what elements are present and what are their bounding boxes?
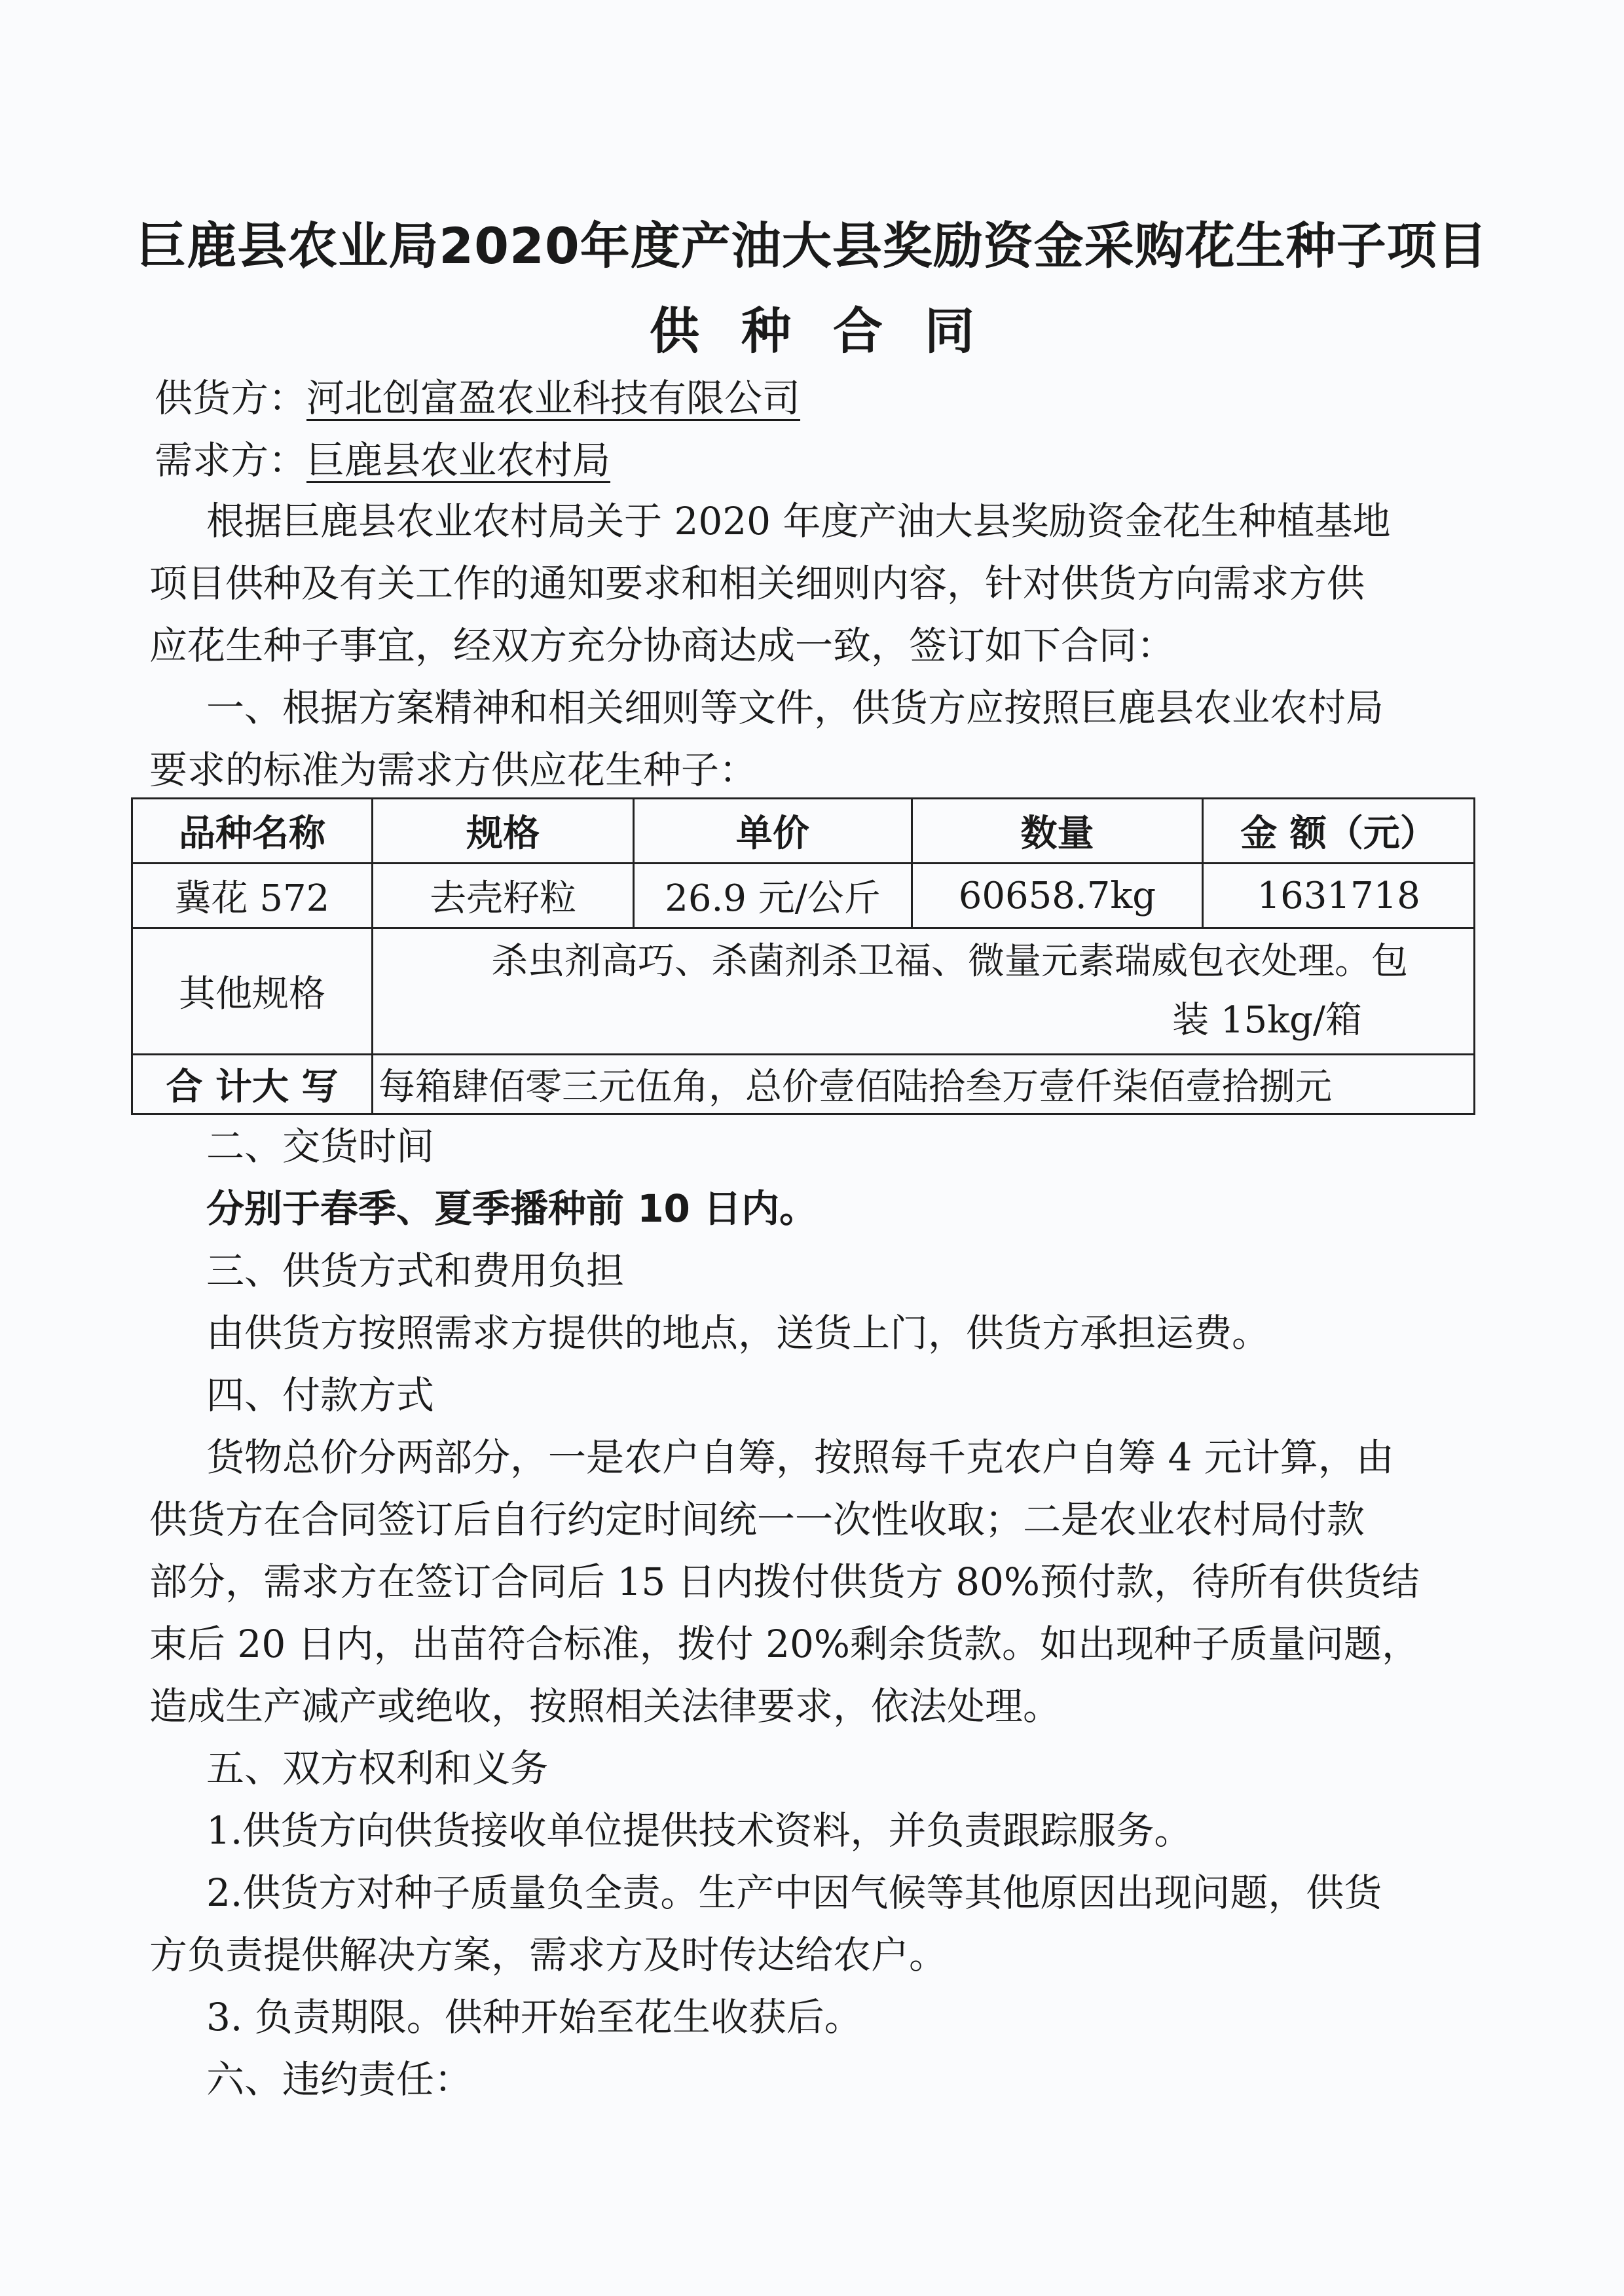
clause3-text: 由供货方按照需求方提供的地点，送货上门，供货方承担运费。 [206, 1311, 1270, 1355]
clause5-item-2-cont: 方负责提供解决方案，需求方及时传达给农户。 [149, 1933, 948, 1977]
header-amount: 金 额（元） [1203, 799, 1475, 864]
intro-line-1: 根据巨鹿县农业农村局关于 2020 年度产油大县奖励资金花生种植基地 [206, 499, 1391, 543]
other-spec-text-line1: 杀虫剂高巧、杀菌剂杀卫福、微量元素瑞威包衣处理。包 [490, 940, 1408, 983]
clause5-title: 五、双方权利和义务 [206, 1746, 549, 1791]
intro-line-3: 应花生种子事宜，经双方充分协商达成一致，签订如下合同： [149, 623, 1175, 668]
clause2-title: 二、交货时间 [206, 1124, 435, 1169]
supplier-line [155, 367, 800, 429]
cell-variety: 冀花 572 [132, 864, 373, 928]
other-spec-text [372, 928, 1474, 1055]
cell-unit-price: 26.9 元/公斤 [634, 864, 912, 928]
table-header-row [132, 799, 1475, 864]
seed-spec-table [131, 797, 1475, 1115]
clause1-line-1: 一、根据方案精神和相关细则等文件，供货方应按照巨鹿县农业农村局 [206, 685, 1384, 730]
clause4-title: 四、付款方式 [206, 1373, 435, 1417]
title-line2: 供种合同 [650, 302, 1016, 360]
supplier-name: 河北创富盈农业科技有限公司 [306, 376, 801, 420]
other-spec-row [132, 928, 1475, 1055]
buyer-line [155, 429, 610, 492]
other-spec-label: 其他规格 [132, 928, 373, 1055]
sum-label: 合 计大 写 [132, 1055, 373, 1114]
clause1-line-2: 要求的标准为需求方供应花生种子： [149, 748, 758, 792]
clause6-title: 六、违约责任： [206, 2057, 473, 2102]
clause4-line-2: 供货方在合同签订后自行约定时间统一一次性收取；二是农业农村局付款 [149, 1497, 1365, 1542]
header-spec: 规格 [372, 799, 633, 864]
buyer-name: 巨鹿县农业农村局 [306, 438, 611, 483]
other-spec-text-line2: 装 15kg/箱 [1172, 999, 1362, 1042]
supplier-label: 供货方： [155, 376, 307, 420]
clause5-item-1: 1.供货方向供货接收单位提供技术资料，并负责跟踪服务。 [206, 1808, 1192, 1853]
header-variety: 品种名称 [132, 799, 373, 864]
clause4-line-4: 束后 20 日内，出苗符合标准，拨付 20%剩余货款。如出现种子质量问题， [149, 1622, 1420, 1666]
sum-row [132, 1055, 1475, 1114]
cell-spec: 去壳籽粒 [372, 864, 633, 928]
buyer-label: 需求方： [155, 438, 307, 483]
clause4-line-5: 造成生产减产或绝收，按照相关法律要求，依法处理。 [149, 1684, 1061, 1728]
table-row [132, 864, 1475, 928]
clause3-title: 三、供货方式和费用负担 [206, 1248, 625, 1293]
clause2-text: 分别于春季、夏季播种前 10 日内。 [206, 1186, 818, 1231]
clause5-item-3: 3. 负责期限。供种开始至花生收获后。 [206, 1995, 862, 2039]
clause4-line-1: 货物总价分两部分，一是农户自筹，按照每千克农户自筹 4 元计算，由 [206, 1435, 1394, 1480]
intro-line-2: 项目供种及有关工作的通知要求和相关细则内容，针对供货方向需求方供 [149, 561, 1365, 606]
header-unit-price: 单价 [634, 799, 912, 864]
sum-text: 每箱肆佰零三元伍角，总价壹佰陆拾叁万壹仟柒佰壹拾捌元 [372, 1055, 1474, 1114]
title-line1: 巨鹿县农业局2020年度产油大县奖励资金采购花生种子项目 [136, 217, 1488, 275]
clause4-line-3: 部分，需求方在签订合同后 15 日内拨付供货方 80%预付款，待所有供货结 [149, 1559, 1420, 1604]
header-quantity: 数量 [912, 799, 1203, 864]
clause5-item-2: 2.供货方对种子质量负全责。生产中因气候等其他原因出现问题，供货 [206, 1870, 1382, 1915]
cell-amount: 1631718 [1203, 864, 1475, 928]
cell-quantity: 60658.7kg [912, 864, 1203, 928]
